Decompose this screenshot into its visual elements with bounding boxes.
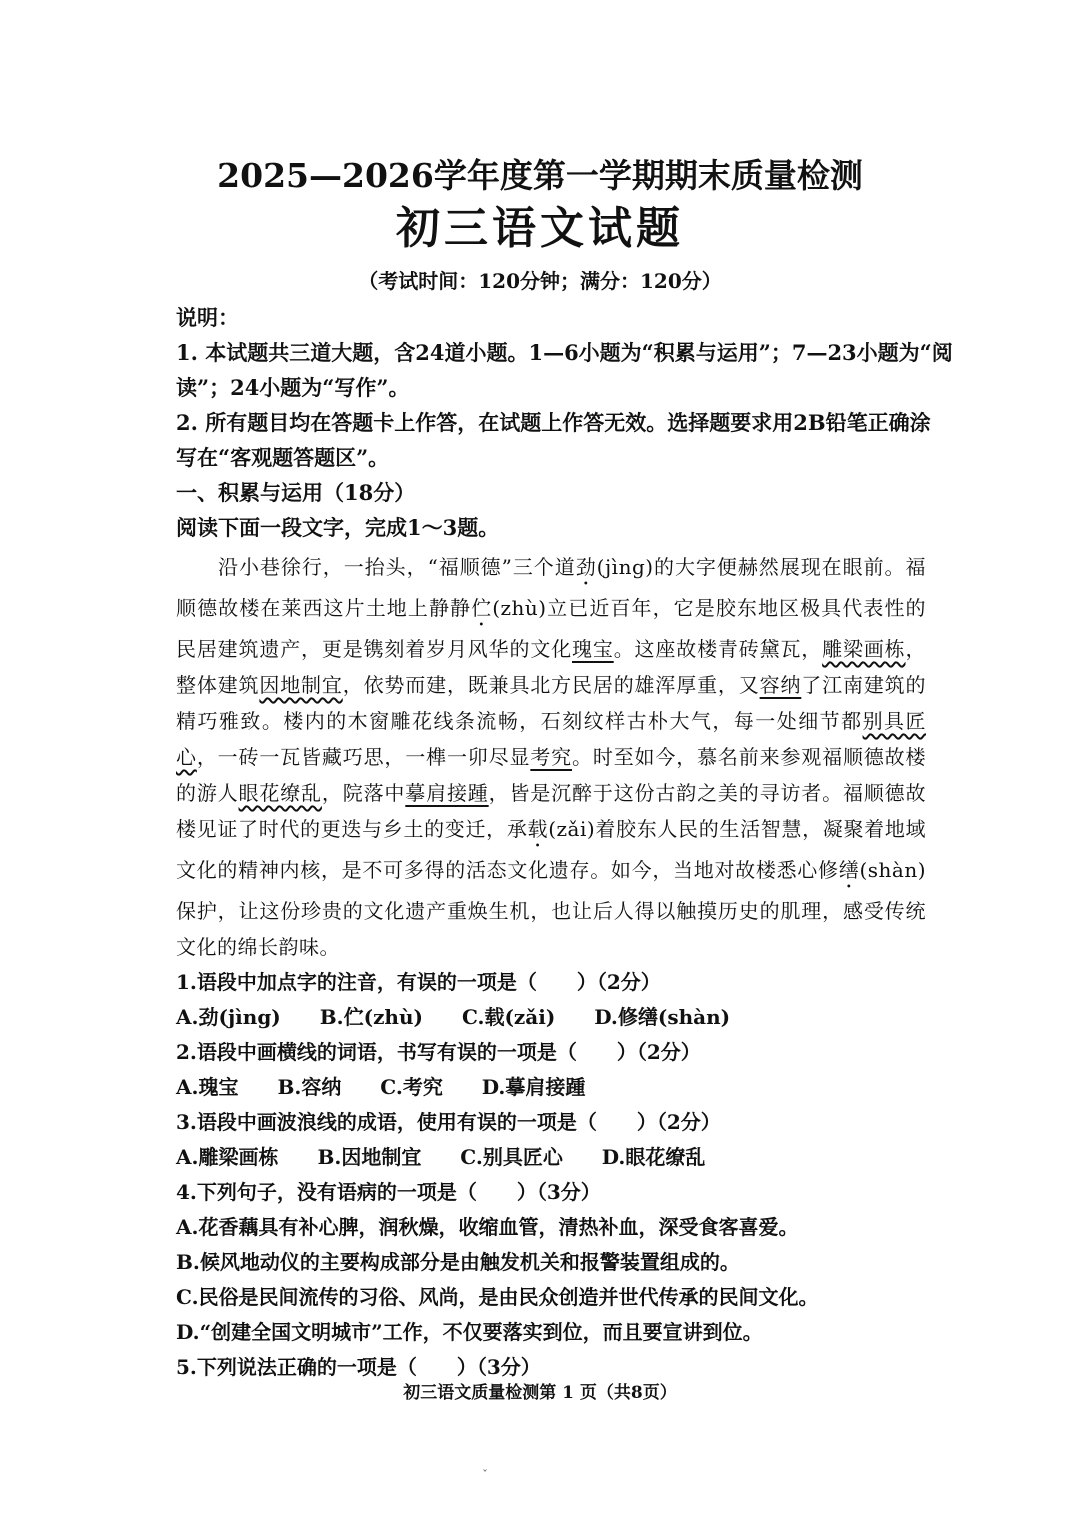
question-4-option-d: D.“创建全国文明城市”工作，不仅要落实到位，而且要宣讲到位。 xyxy=(176,1320,763,1344)
underlined-word: 瑰宝 xyxy=(572,637,614,661)
passage-text: ，皆是沉醉于这份古韵之美的寻访者。福顺德故楼见证了时代的更迭与乡土的变迁，承 xyxy=(176,781,927,841)
passage-text: ，一砖一瓦皆藏巧思，一榫一卯尽显 xyxy=(196,745,531,769)
option-b: B.容纳 xyxy=(277,1075,342,1099)
reading-passage xyxy=(176,549,926,965)
passage-text: 。这座故楼青砖黛瓦， xyxy=(613,637,823,661)
passage-text: ，依势而建，既兼具北方民居的雄浑厚重，又 xyxy=(342,673,760,697)
option-a: A.雕梁画栋 xyxy=(176,1145,279,1169)
option-a: A.瑰宝 xyxy=(176,1075,239,1099)
passage-text: 沿小巷徐行，一抬头，“福顺德”三个道 xyxy=(218,555,576,579)
reading-prompt: 阅读下面一段文字，完成1～3题。 xyxy=(176,515,500,540)
question-1: 1.语段中加点字的注音，有误的一项是（ ）（2分） xyxy=(176,970,661,994)
passage-text: 了江南建筑的精巧雅致。楼内的木窗雕花线条流畅，石刻纹样古朴大气，每一处细节都 xyxy=(176,673,927,733)
dotted-char: 伫 xyxy=(471,596,493,620)
instructions-label: 说明： xyxy=(176,305,239,330)
option-c: C.载(zǎi) xyxy=(461,1005,556,1029)
wavy-idiom: 眼花缭乱 xyxy=(238,781,322,805)
question-1-options xyxy=(176,1000,926,1035)
question-4: 4.下列句子，没有语病的一项是（ ）（3分） xyxy=(176,1180,601,1204)
option-d: D.眼花缭乱 xyxy=(601,1145,706,1169)
option-d: D.摹肩接踵 xyxy=(481,1075,586,1099)
instruction-2-line2: 写在“客观题答题区”。 xyxy=(176,445,390,470)
dotted-char: 载 xyxy=(527,817,549,841)
page-footer: 初三语文质量检测第 1 页（共8页） xyxy=(403,1383,677,1403)
question-5: 5.下列说法正确的一项是（ ）（3分） xyxy=(176,1355,541,1379)
wavy-idiom: 因地制宜 xyxy=(259,673,343,697)
question-4-option-a: A.花香藕具有补心脾，润秋燥，收缩血管，清热补血，深受食客喜爱。 xyxy=(176,1215,799,1239)
underlined-word: 考究 xyxy=(530,745,573,769)
underlined-word: 容纳 xyxy=(759,673,802,697)
passage-text: (zǎi)着胶东人民的生活智慧，凝聚着地域文化的精神内核，是不可多得的活态文化遗存。如今，当地对故楼悉心修 xyxy=(176,817,927,882)
instruction-1-line1: 1. 本试题共三道大题，含24道小题。1—6小题为“积累与运用”；7—23小题为“阅 xyxy=(176,340,953,365)
exam-body xyxy=(176,300,953,1385)
option-b: B.伫(zhù) xyxy=(319,1005,423,1029)
option-c: C.别具匠心 xyxy=(460,1145,563,1169)
dotted-char: 劲 xyxy=(575,555,597,579)
wavy-idiom: 雕梁画栋 xyxy=(822,637,906,661)
section-heading: 一、积累与运用（18分） xyxy=(176,480,416,505)
question-3-options xyxy=(176,1140,926,1175)
passage-text: (jìng)的大字便赫然展现在眼前。福顺德故楼在莱西这片土地上静静 xyxy=(176,555,927,620)
instruction-2-line1: 2. 所有题目均在答题卡上作答，在试题上作答无效。选择题要求用2B铅笔正确涂 xyxy=(176,410,931,435)
option-d: D.修缮(shàn) xyxy=(594,1005,731,1029)
passage-text: (zhù)立已近百年，它是胶东地区极具代表性的民居建筑遗产，更是镌刻着岁月风华的文化 xyxy=(176,596,927,661)
question-3: 3.语段中画波浪线的成语，使用有误的一项是（ ）（2分） xyxy=(176,1110,721,1134)
dotted-char: 缮 xyxy=(838,858,860,882)
scan-speck: ˇ xyxy=(482,1468,488,1482)
option-c: C.考究 xyxy=(380,1075,443,1099)
question-2: 2.语段中画横线的词语，书写有误的一项是（ ）（2分） xyxy=(176,1040,701,1064)
passage-text: 。时至如今，慕名前来参观福顺德故楼的游人 xyxy=(176,745,927,805)
passage-text: ，整体建筑 xyxy=(176,637,927,697)
exam-subject-title: 初三语文试题 xyxy=(396,203,684,254)
question-4-option-b: B.候风地动仪的主要构成部分是由触发机关和报警装置组成的。 xyxy=(176,1250,740,1274)
option-b: B.因地制宜 xyxy=(317,1145,422,1169)
instruction-1-line2: 读”；24小题为“写作”。 xyxy=(176,375,410,400)
question-4-option-c: C.民俗是民间流传的习俗、风尚，是由民众创造并世代传承的民间文化。 xyxy=(176,1285,819,1309)
underlined-word: 摹肩接踵 xyxy=(405,781,489,805)
option-a: A.劲(jìng) xyxy=(176,1005,281,1029)
question-2-options xyxy=(176,1070,926,1105)
exam-title: 2025—2026学年度第一学期期末质量检测 xyxy=(217,156,863,195)
passage-text: ，院落中 xyxy=(321,781,406,805)
passage-text: (shàn)保护，让这份珍贵的文化遗产重焕生机，也让后人得以触摸历史的肌理，感受传统文化的绵长韵味。 xyxy=(176,858,927,959)
exam-info: （考试时间：120分钟；满分：120分） xyxy=(358,269,722,293)
wavy-idiom: 别具匠心 xyxy=(176,709,927,769)
